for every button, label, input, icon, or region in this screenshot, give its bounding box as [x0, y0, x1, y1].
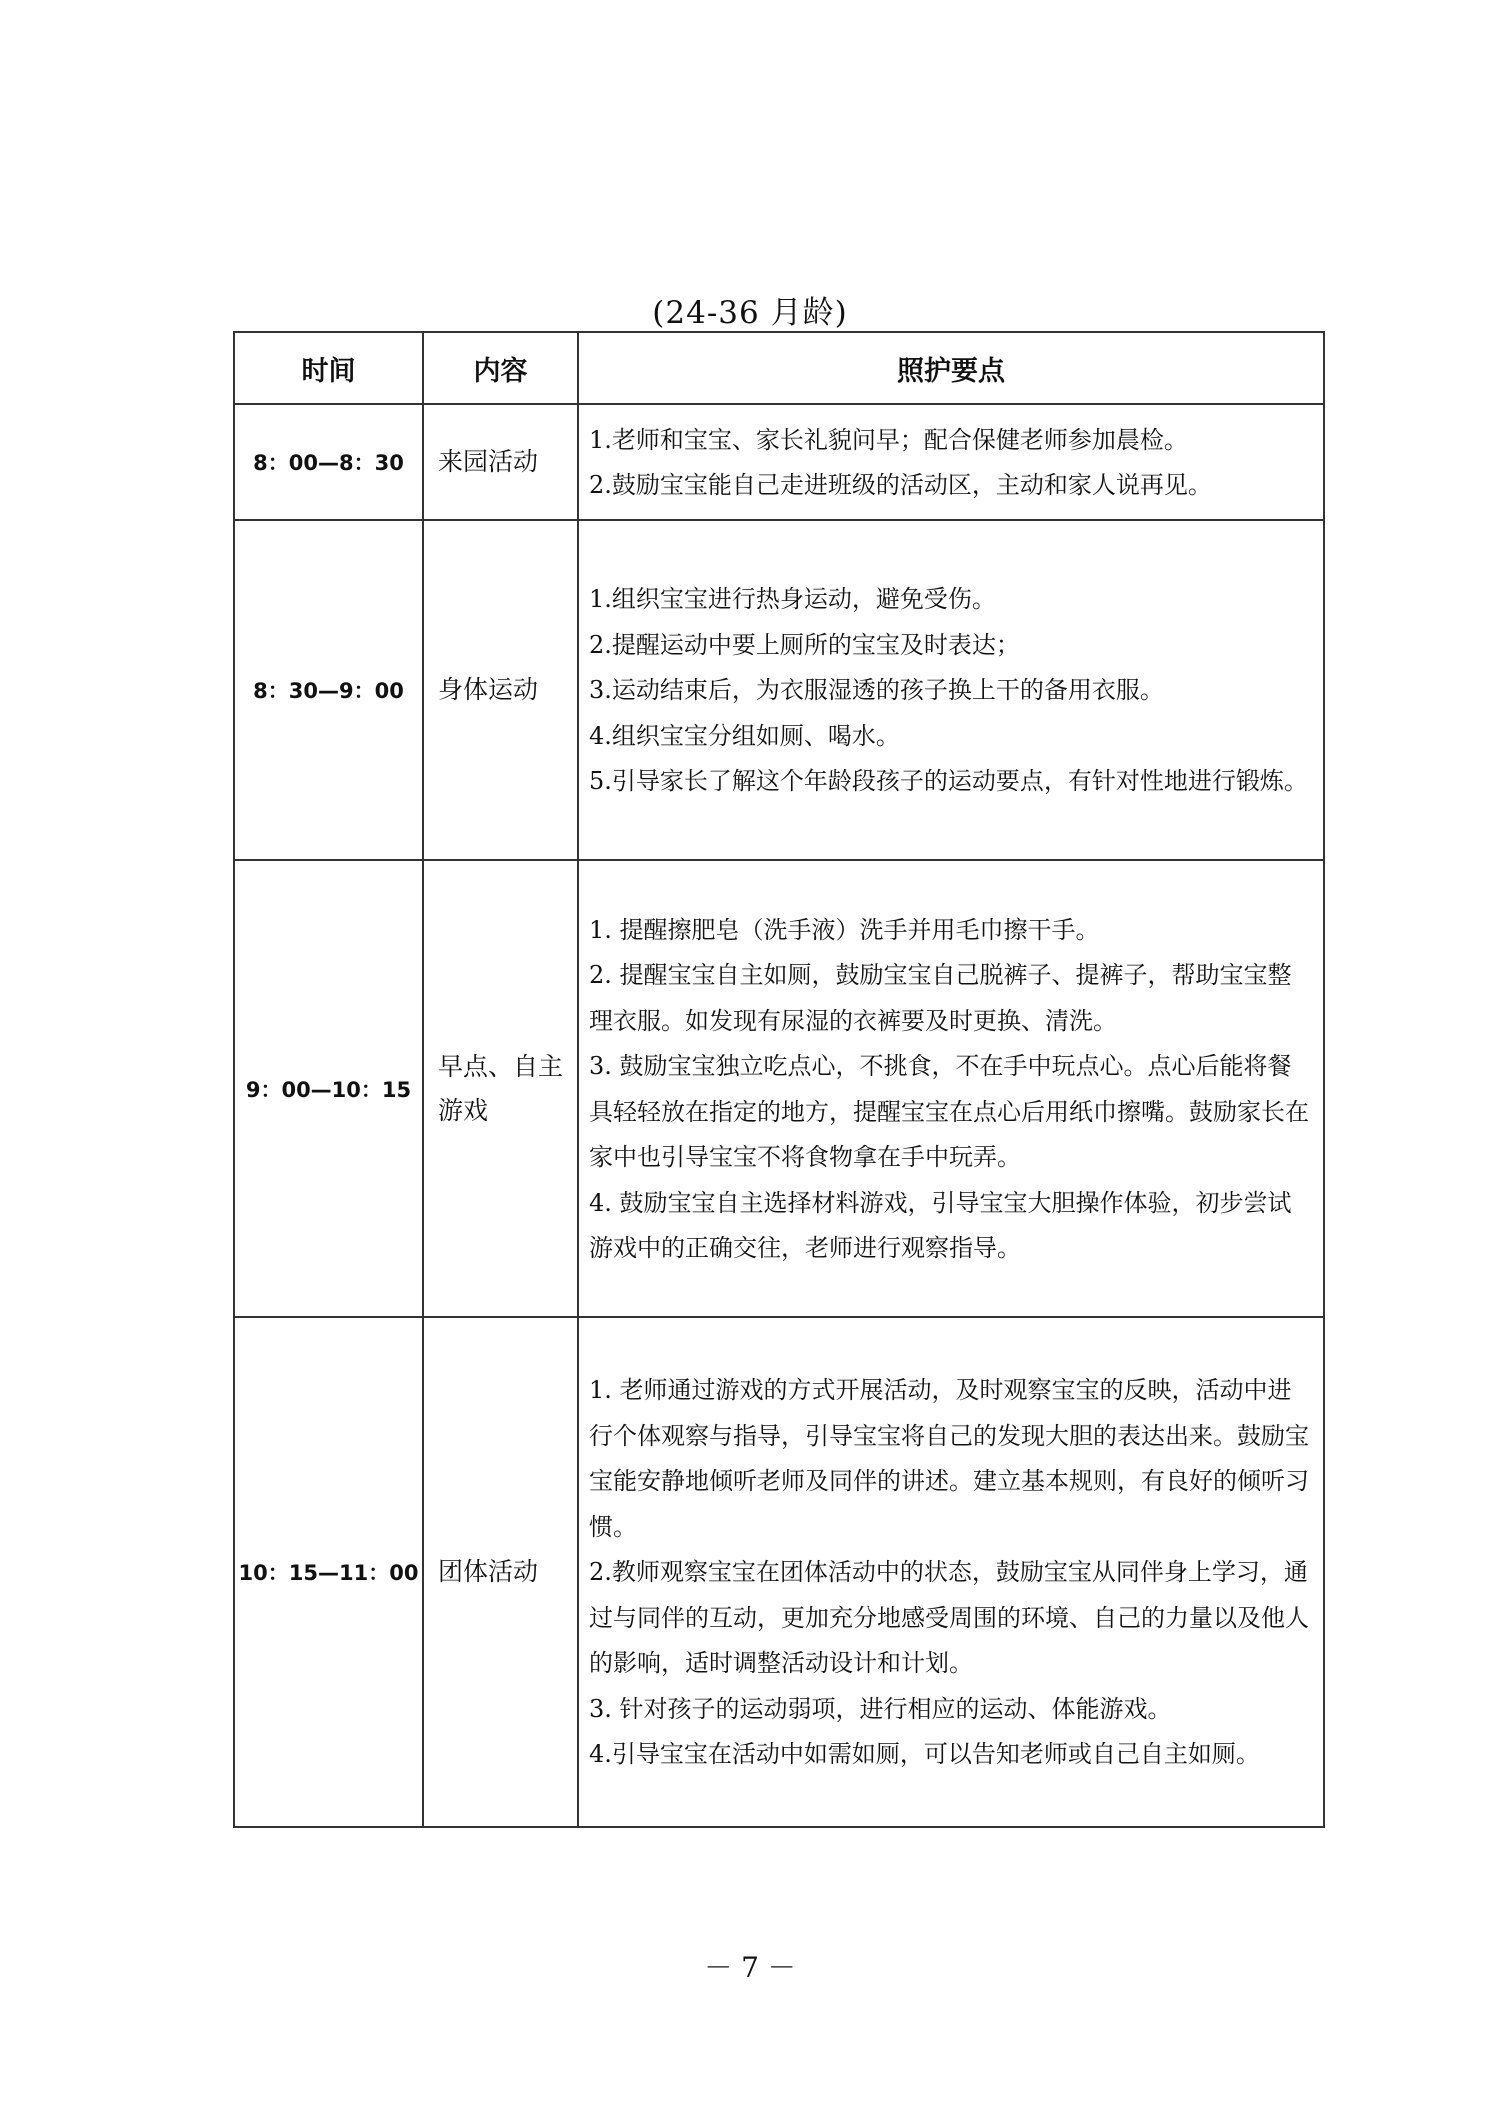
table-row: [234, 860, 1324, 1317]
care-point: 2. 提醒宝宝自主如厕，鼓励宝宝自己脱裤子、提裤子，帮助宝宝整理衣服。如发现有尿湿的衣裤要及时更换、清洗。: [589, 961, 1292, 1035]
age-range-title: (24-36 月龄): [652, 295, 848, 331]
care-schedule-table: [233, 331, 1325, 1828]
time-cell: 9：00—10：15: [234, 860, 423, 1317]
care-point: 3.运动结束后，为衣服湿透的孩子换上干的备用衣服。: [589, 676, 1164, 705]
time-cell: 10：15—11：00: [234, 1317, 423, 1827]
care-point: 4.组织宝宝分组如厕、喝水。: [589, 721, 900, 750]
care-point: 4.引导宝宝在活动中如需如厕，可以告知老师或自己自主如厕。: [589, 1740, 1260, 1769]
care-point: 5.引导家长了解这个年龄段孩子的运动要点，有针对性地进行锻炼。: [589, 767, 1308, 796]
care-point: 3. 针对孩子的运动弱项，进行相应的运动、体能游戏。: [589, 1694, 1172, 1723]
table-header-row: [234, 332, 1324, 404]
content-cell: 早点、自主游戏: [423, 860, 578, 1317]
care-point: 4. 鼓励宝宝自主选择材料游戏，引导宝宝大胆操作体验，初步尝试游戏中的正确交往，老师进行观察指导。: [589, 1188, 1292, 1262]
table-row: [234, 404, 1324, 520]
care-point: 1. 老师通过游戏的方式开展活动，及时观察宝宝的反映，活动中进行个体观察与指导，引导宝宝将自己的发现大胆的表达出来。鼓励宝宝能安静地倾听老师及同伴的讲述。建立基本规则，有良好的倾听习惯。: [589, 1376, 1309, 1541]
time-cell: 8：00—8：30: [234, 404, 423, 520]
care-point: 2.鼓励宝宝能自己走进班级的活动区，主动和家人说再见。: [589, 471, 1212, 499]
header-care-points: 照护要点: [578, 332, 1324, 404]
table-row: [234, 520, 1324, 860]
care-points-cell: [578, 404, 1324, 520]
header-content: 内容: [423, 332, 578, 404]
care-point: 1.老师和宝宝、家长礼貌问早；配合保健老师参加晨检。: [589, 425, 1188, 454]
content-cell: 来园活动: [423, 404, 578, 520]
care-points-cell: [578, 860, 1324, 1317]
care-point: 1. 提醒擦肥皂（洗手液）洗手并用毛巾擦干手。: [589, 915, 1100, 944]
header-time: 时间: [234, 332, 423, 404]
care-point: 1.组织宝宝进行热身运动，避免受伤。: [589, 585, 996, 614]
care-point: 2.教师观察宝宝在团体活动中的状态，鼓励宝宝从同伴身上学习，通过与同伴的互动，更加充分地感受周围的环境、自己的力量以及他人的影响，适时调整活动设计和计划。: [589, 1558, 1309, 1678]
care-points-cell: [578, 1317, 1324, 1827]
care-point: 2.提醒运动中要上厕所的宝宝及时表达；: [589, 630, 1020, 659]
care-point: 3. 鼓励宝宝独立吃点心，不挑食，不在手中玩点心。点心后能将餐具轻轻放在指定的地方，提醒宝宝在点心后用纸巾擦嘴。鼓励家长在家中也引导宝宝不将食物拿在手中玩弄。: [589, 1052, 1309, 1171]
page-number: － 7 －: [704, 1951, 796, 1984]
content-cell: 团体活动: [423, 1317, 578, 1827]
content-cell: 身体运动: [423, 520, 578, 860]
care-points-cell: [578, 520, 1324, 860]
time-cell: 8：30—9：00: [234, 520, 423, 860]
table-row: [234, 1317, 1324, 1827]
